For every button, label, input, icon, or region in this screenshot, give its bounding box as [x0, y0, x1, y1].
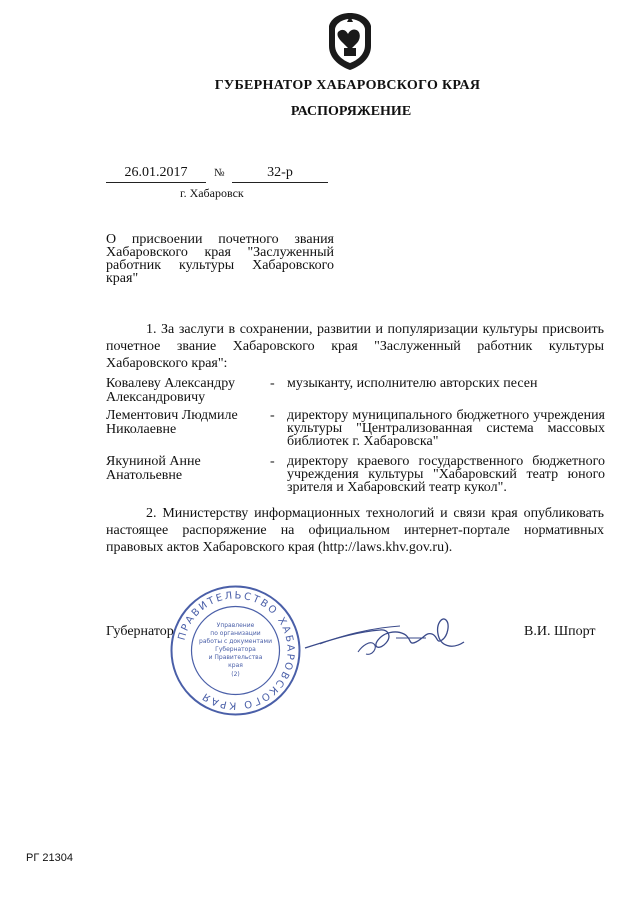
awardee-name: Лементович Людмиле Николаевне: [106, 408, 238, 437]
number-label: №: [214, 167, 225, 179]
document-type: РАСПОРЯЖЕНИЕ: [290, 104, 412, 119]
awardee-name: Ковалеву Александру Александровичу: [106, 376, 236, 405]
official-seal: [168, 583, 303, 718]
document-city: г. Хабаровск: [180, 186, 244, 200]
svg-text:Губернатора: Губернатора: [215, 646, 256, 653]
svg-text:работы с документами: работы с документами: [199, 638, 272, 645]
awardee-dash: -: [270, 408, 275, 423]
awardee-dash: -: [270, 376, 275, 391]
paragraph-2: 2. Министерству информационных технологий и связи края опубликовать настоящее распоряжение на официальном интернет-портале нормативных правовых актов Хабаровского края (http://laws.khv.gov.ru).: [106, 506, 604, 555]
svg-text:(2): (2): [231, 671, 240, 678]
coat-of-arms-icon: [324, 10, 376, 72]
svg-text:и Правительства: и Правительства: [208, 654, 263, 661]
svg-text:Управление: Управление: [216, 622, 255, 629]
document-date: 26.01.2017: [106, 164, 206, 183]
svg-text:ПРАВИТЕЛЬСТВО ХАБАРОВСКОГО КРА: ПРАВИТЕЛЬСТВО ХАБАРОВСКОГО КРАЯ: [176, 590, 296, 711]
handwritten-signature: [300, 610, 470, 665]
organization-title: ГУБЕРНАТОР ХАБАРОВСКОГО КРАЯ: [214, 78, 481, 93]
svg-text:по организации: по организации: [210, 630, 261, 637]
signatory-name: В.И. Шпорт: [524, 624, 596, 639]
document-number: 32-р: [232, 164, 328, 183]
signatory-role: Губернатор: [106, 624, 174, 639]
document-code: РГ 21304: [26, 852, 73, 864]
awardee-dash: -: [270, 454, 275, 469]
awardee-description: директору краевого государственного бюджетного учреждения культуры "Хабаровский театр юного зрителя и Хабаровский театр кукол".: [287, 454, 605, 495]
svg-text:края: края: [228, 662, 243, 669]
awardee-description: директору муниципального бюджетного учреждения культуры "Централизованная система массовых библиотек г. Хабаровска": [287, 408, 605, 449]
awardee-name: Якуниной Анне Анатольевне: [106, 454, 201, 483]
awardee-description: музыканту, исполнителю авторских песен: [287, 376, 538, 391]
paragraph-1: 1. За заслуги в сохранении, развитии и популяризации культуры присвоить почетное звание Хабаровского края "Заслуженный работник культуры Хабаровского края":: [106, 322, 604, 371]
document-subject: О присвоении почетного звания Хабаровского края "Заслуженный работник культуры Хабаровского края": [106, 232, 334, 286]
